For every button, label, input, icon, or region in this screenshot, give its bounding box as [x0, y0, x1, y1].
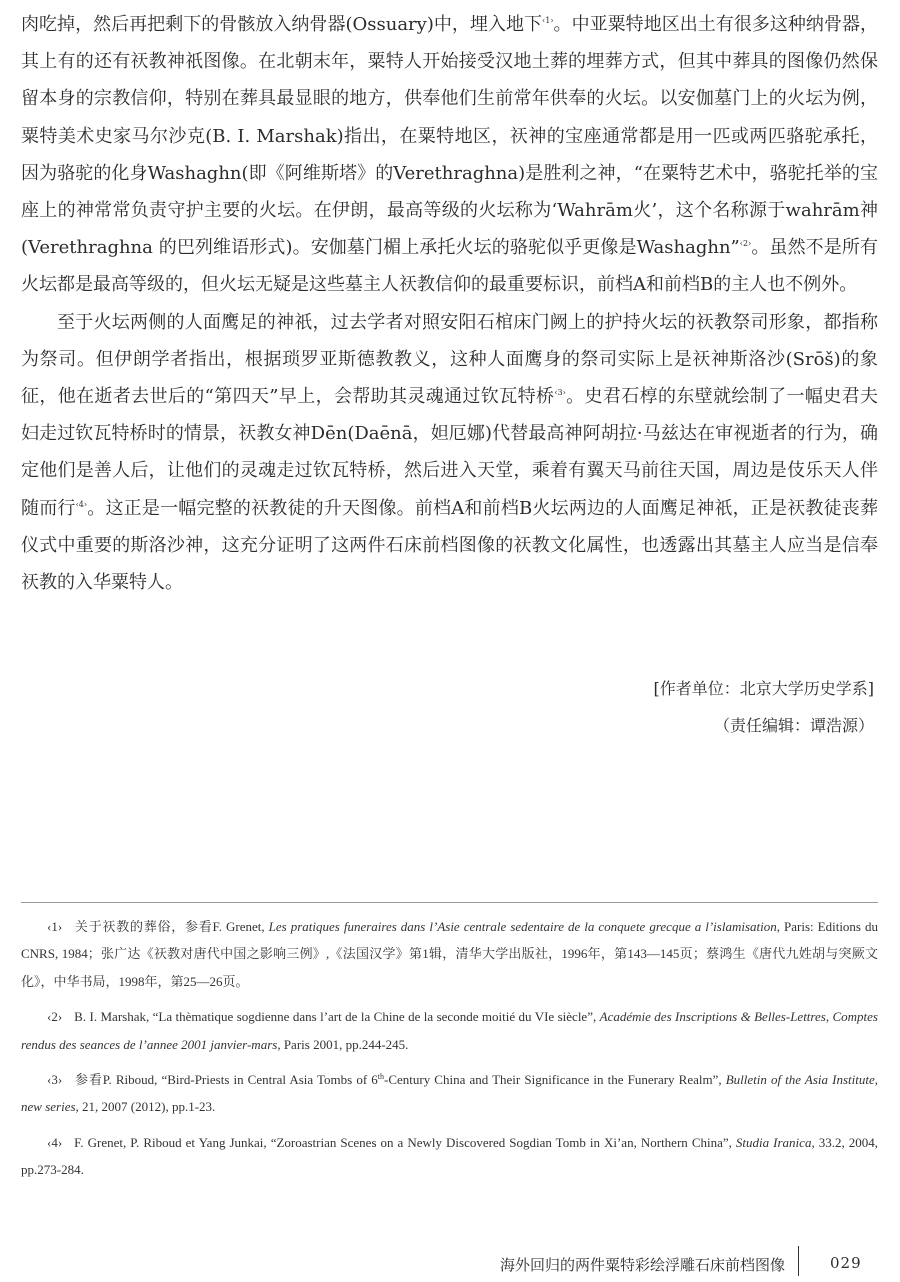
body-text	[21, 6, 878, 601]
footnote-1	[21, 913, 878, 995]
footnote-text: 参看P. Riboud, “Bird-Priests in Central Asia Tombs of 6	[74, 1072, 378, 1088]
footnote-title: Studia Iranica	[735, 1134, 812, 1150]
paragraph-text: 肉吃掉，然后再把剩下的骨骸放入纳骨器(Ossuary)中，埋入地下	[21, 14, 543, 35]
paragraph-text: 。虽然不是所有火坛都是最高等级的，但火坛无疑是这些墓主人祆教信仰的最重要标识，前档A和前档B的主人也不例外。	[21, 237, 878, 296]
footnote-number: ‹3›	[47, 1072, 63, 1088]
footnote-text: , 33.2, 2004, pp.273-284.	[21, 1134, 879, 1178]
footnote-text: B. I. Marshak, “La thèmatique sogdienne dans l’art de la Chine de la seconde moitié du VIe siècle”,	[74, 1009, 600, 1025]
footnote-ref-2[interactable]: ‹2›	[739, 239, 752, 249]
footnote-number: ‹1›	[47, 919, 63, 934]
page-number: 029	[830, 1254, 862, 1272]
footnote-ref-1[interactable]: ‹1›	[542, 16, 554, 25]
footnote-text: , Paris: Editions du CNRS, 1984；张广达《祆教对唐代中国之影响三例》,《法国汉学》第1辑，清华大学出版社，1996年，第143—145页；蔡鸿生《唐代九姓胡与突厥文化》，中华书局，1998年，第25—26页。	[21, 919, 878, 989]
footnote-title: Académie des Inscriptions & Belles-Lettres, Comptes rendus des seances de l’annee 2001 janvier-mars	[21, 1009, 878, 1052]
footnote-text: 关于祆教的葬俗，参看F. Grenet,	[74, 919, 269, 934]
footnote-2	[21, 1003, 878, 1058]
footnote-number: ‹2›	[47, 1009, 63, 1025]
paragraph-1	[21, 6, 878, 304]
paragraph-text: 至于火坛两侧的人面鹰足的神祇，过去学者对照安阳石棺床门阙上的护持火坛的祆教祭司形象，都指称为祭司。但伊朗学者指出，根据琐罗亚斯德教教义，这种人面鹰身的祭司实际上是祆神斯洛沙(Srōš)的象征，他在逝者去世后的“第四天”早上，会帮助其灵魂通过钦瓦特桥	[21, 311, 878, 408]
footnote-divider	[21, 902, 878, 903]
folio-divider	[798, 1246, 799, 1276]
paragraph-text: 。中亚粟特地区出土有很多这种纳骨器，其上有的还有祆教神祇图像。在北朝末年，粟特人开始接受汉地土葬的埋葬方式，但其中葬具的图像仍然保留本身的宗教信仰，特别在葬具最显眼的地方，供奉他们生前常年供奉的火坛。以安伽墓门上的火坛为例，粟特美术史家马尔沙克(B. I. Marshak)指出，在粟特地区，祆神的宝座通常都是用一匹或两匹骆驼承托，因为骆驼的化身Washaghn(即《阿维斯塔》的Verethraghna)是胜利之神，“在粟特艺术中，骆驼托举的宝座上的神常常负责守护主要的火坛。在伊朗，最高等级的火坛称为‘Wahrām火’，这个名称源于wahrām神(Verethraghna 的巴列维语形式)。安伽墓门楣上承托火坛的骆驼似乎更像是Washaghn”	[21, 14, 879, 259]
footnote-4	[21, 1129, 878, 1184]
paragraph-text: 。史君石椁的东壁就绘制了一幅史君夫妇走过钦瓦特桥时的情景，祆教女神Dēn(Daēnā，妲厄娜)代替最高神阿胡拉·马兹达在审视逝者的行为，确定他们是善人后，让他们的灵魂走过钦瓦特桥，然后进入天堂，乘着有翼天马前往天国，周边是伎乐天人伴随而行	[21, 386, 878, 519]
footnote-superscript: th	[377, 1072, 384, 1082]
paragraph-text: 。这正是一幅完整的祆教徒的升天图像。前档A和前档B火坛两边的人面鹰足神祇，正是祆教徒丧葬仪式中重要的斯洛沙神，这充分证明了这两件石床前档图像的祆教文化属性，也透露出其墓主人应当是信奉祆教的入华粟特人。	[21, 497, 878, 594]
footnote-title: Bulletin of the Asia Institute, new series	[21, 1072, 878, 1115]
footnote-ref-3[interactable]: ‹3›	[554, 388, 566, 398]
footnote-3	[21, 1066, 878, 1121]
author-affiliation: [作者单位：北京大学历史学系]	[653, 679, 874, 698]
footnote-text: F. Grenet, P. Riboud et Yang Junkai, “Zoroastrian Scenes on a Newly Discovered Sogdian Tomb in Xi’an, Northern China”,	[74, 1134, 736, 1150]
running-title: 海外回归的两件粟特彩绘浮雕石床前档图像	[500, 1256, 786, 1274]
responsible-editor: （责任编辑：谭浩源）	[713, 716, 874, 735]
footnote-number: ‹4›	[47, 1134, 63, 1150]
footnote-title: Les pratiques funeraires dans l’Asie centrale sedentaire de la conquete grecque a l’islamisation	[268, 919, 777, 934]
footnotes	[21, 913, 878, 1192]
footnote-ref-4[interactable]: ‹4›	[75, 499, 88, 509]
footnote-text: , 21, 2007 (2012), pp.1-23.	[75, 1099, 216, 1115]
paragraph-2	[21, 304, 878, 602]
footnote-text: -Century China and Their Significance in the Funerary Realm”,	[384, 1072, 726, 1088]
footnote-text: , Paris 2001, pp.244-245.	[277, 1036, 409, 1052]
